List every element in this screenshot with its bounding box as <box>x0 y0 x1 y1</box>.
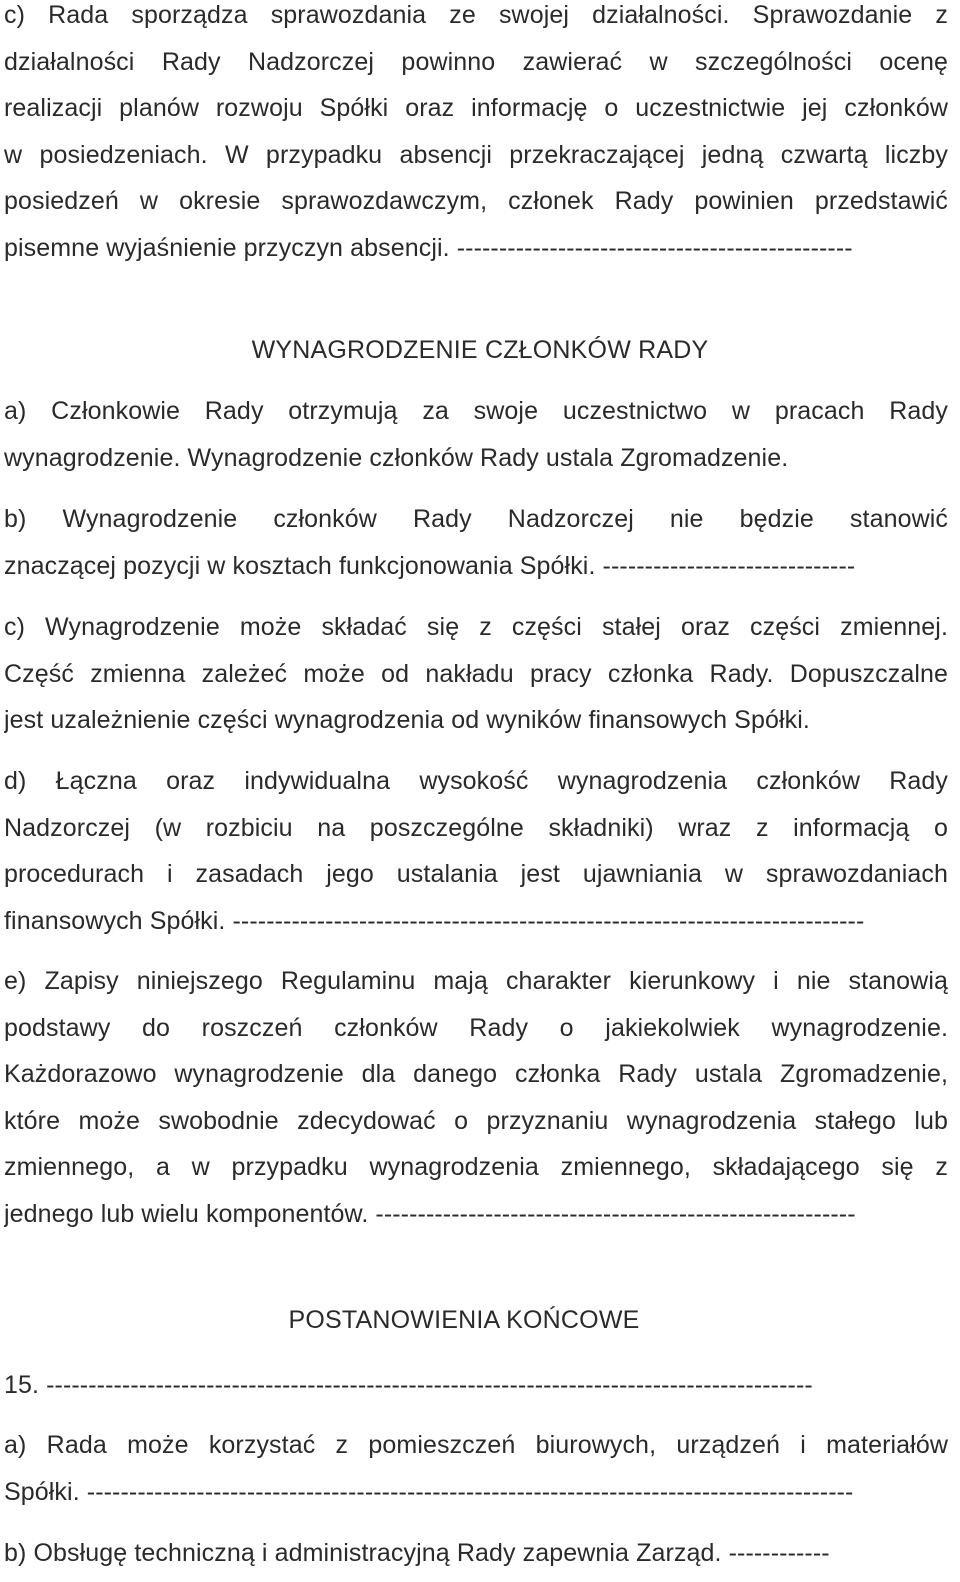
section-heading-remuneration: WYNAGRODZENIE CZŁONKÓW RADY <box>251 336 709 364</box>
text-line: Nadzorczej (w rozbiciu na poszczególne składniki) wraz z informacją o <box>4 813 948 842</box>
paragraph-15-a <box>4 1422 948 1515</box>
text-line: d) Łączna oraz indywidualna wysokość wynagrodzenia członków Rady <box>4 767 948 795</box>
paragraph-c-activity-report <box>4 0 948 272</box>
text-line: c) Rada sporządza sprawozdania ze swojej działalności. Sprawozdanie z <box>4 1 948 29</box>
text-line: a) Członkowie Rady otrzymują za swoje uczestnictwo w pracach Rady <box>4 397 948 425</box>
text-line: realizacji planów rozwoju Spółki oraz informację o uczestnictwie jej członków <box>4 94 948 123</box>
text-line: b) Wynagrodzenie członków Rady Nadzorczej nie będzie stanowić <box>4 505 948 533</box>
text-line: które może swobodnie zdecydować o przyznaniu wynagrodzenia stałego lub <box>4 1106 948 1135</box>
paragraph-b <box>4 496 948 589</box>
text-line: Spółki. ------------------------------------------------------------------------------------------- <box>4 1477 854 1506</box>
paragraph-a <box>4 388 948 481</box>
text-line: c) Wynagrodzenie może składać się z części stałej oraz części zmiennej. <box>4 613 948 641</box>
text-line: w posiedzeniach. W przypadku absencji przekraczającej jedną czwartą liczby <box>4 140 948 169</box>
text-line: jednego lub wielu komponentów. --------------------------------------------------------- <box>4 1199 856 1228</box>
text-line: posiedzeń w okresie sprawozdawczym, członek Rady powinien przedstawić <box>4 187 948 216</box>
text-line: b) Obsługę techniczną i administracyjną Rady zapewnia Zarząd. ------------ <box>4 1539 830 1567</box>
paragraph-15 <box>4 1362 948 1409</box>
text-line: a) Rada może korzystać z pomieszczeń biurowych, urządzeń i materiałów <box>4 1431 948 1459</box>
text-line: pisemne wyjaśnienie przyczyn absencji. ----------------------------------------------- <box>4 233 853 262</box>
paragraph-e <box>4 958 948 1238</box>
text-line: 15. ------------------------------------------------------------------------------------------- <box>4 1371 813 1399</box>
text-line: Część zmienna zależeć może od nakładu pracy członka Rady. Dopuszczalne <box>4 659 948 688</box>
paragraph-d <box>4 758 948 944</box>
text-line: wynagrodzenie. Wynagrodzenie członków Rady ustala Zgromadzenie. <box>4 443 789 472</box>
text-line: podstawy do roszczeń członków Rady o jakiekolwiek wynagrodzenie. <box>4 1013 948 1042</box>
text-line: e) Zapisy niniejszego Regulaminu mają charakter kierunkowy i nie stanowią <box>4 967 948 995</box>
text-line: Każdorazowo wynagrodzenie dla danego członka Rady ustala Zgromadzenie, <box>4 1060 948 1089</box>
section-heading-final-provisions: POSTANOWIENIA KOŃCOWE <box>288 1306 640 1334</box>
text-line: znaczącej pozycji w kosztach funkcjonowania Spółki. ------------------------------ <box>4 551 856 580</box>
text-line: finansowych Spółki. --------------------------------------------------------------------------- <box>4 906 865 935</box>
paragraph-c <box>4 604 948 744</box>
text-line: procedurach i zasadach jego ustalania jest ujawniania w sprawozdaniach <box>4 860 948 889</box>
text-line: zmiennego, a w przypadku wynagrodzenia zmiennego, składającego się z <box>4 1153 948 1182</box>
paragraph-15-b <box>4 1530 948 1577</box>
text-line: jest uzależnienie części wynagrodzenia od wyników finansowych Spółki. <box>4 706 810 735</box>
text-line: działalności Rady Nadzorczej powinno zawierać w szczególności ocenę <box>4 47 948 76</box>
